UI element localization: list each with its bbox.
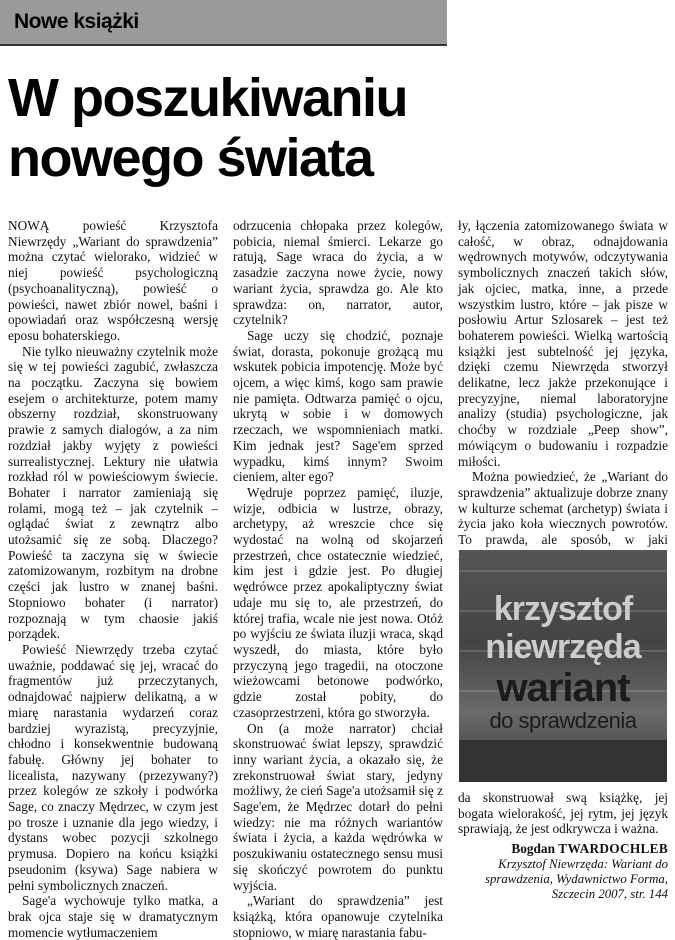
cover-author-last: niewrzęda — [485, 628, 641, 666]
cover-title: wariant — [496, 666, 630, 710]
paragraph: odrzucenia chłopaka przez kolegów, pobicia, niemal śmierci. Lekarze go ratują, Sage wraca do życia, a w zasadzie zaczyna nowe życie, nowy wariant życia, sprawdza go. Ale kto sprawdza: on, narrator, autor, czytelnik? — [233, 218, 443, 328]
headline-line-2: nowego świata — [8, 128, 373, 188]
article-column-3-continued — [458, 790, 668, 902]
article-column-2 — [233, 218, 443, 940]
headline-line-1: W poszukiwaniu — [8, 68, 408, 128]
article-column-1 — [8, 218, 218, 940]
paragraph: ły, łączenia zatomizowanego świata w całość, w obraz, odnajdowania wędrownych motywów, odczytywania symbolicznych znaczeń takich słów, jak ojciec, matka, inne, a przede wszystkim lustro, które – jak pisze w posłowiu Artur Szlosarek – jest też bohaterem powieści. Wielką wartością książki jest subtelność jej języka, dzięki czemu Niewrzęda stworzył delikatne, lecz jakże przekonujące i precyzyjne, niemal laboratoryjne analizy (studia) psychologiczne, jak choćby w rozdziale „Peep show”, mówiącym o budowaniu i rozpadzie miłości. — [458, 218, 668, 469]
paragraph: Sage uczy się chodzić, poznaje świat, dorasta, pokonuje grożącą mu wskutek pobicia impotencję. Może być ojcem, a więc kimś, kogo sam prawie nie pamięta. Odtwarza pamięć o ojcu, ukrytą w sobie i w domowych rzeczach, we wspomnieniach matki. Kim jednak jest? Sage'em sprzed wypadku, kimś innym? Swoim cieniem, alter ego? — [233, 327, 443, 485]
book-source-note: Krzysztof Niewrzęda: Wariant do sprawdzenia, Wydawnictwo Forma, Szczecin 2007, str. 144 — [485, 856, 668, 901]
paragraph: „Wariant do sprawdzenia” jest książką, która opanowuje czytelnika stopniowo, w miarę narastania fabu- — [233, 893, 443, 940]
paragraph: Wędruje poprzez pamięć, iluzje, wizje, odbicia w lustrze, obrazy, archetypy, aż wreszcie chce się wydostać na wolną od skojarzeń przestrzeń, chce ostatecznie wiedzieć, kim jest i gdzie jest. Po długiej wędrówce przez apokaliptyczny świat udaje mu się to, ale przestrzeń, do której trafia, wcale nie jest nowa. Otóż po wyjściu ze świata iluzji wraca, skąd wyszedł, do miasta, które było przyczyną jego tragedii, na otoczone wieżowcami betonowe podwórko, gdzie został pobity, do czasoprzestrzeni, która go stworzyła. — [233, 484, 443, 720]
paragraph: Sage'a wychowuje tylko matka, a brak ojca staje się w dramatycznym momencie wytłumaczeniem — [8, 893, 218, 940]
book-cover-image — [459, 550, 667, 782]
paragraph: da skonstruował swą książkę, jej bogata wielorakość, jej rytm, jej język sprawiają, że jest odkrywcza i ważna. — [458, 790, 668, 837]
article-headline — [8, 68, 668, 188]
paragraph: Powieść Niewrzędy trzeba czytać uważnie, poddawać się jej, wracać do fragmentów już przeczytanych, odnajdować najpierw delikatną, a w miarę narastania wydarzeń coraz bardziej wyrazistą, precyzyjnie, chłodno i konsekwentnie budowaną fabułę. Główny jej bohater to licealista, nazywany (przezywany?) przez kolegów ze szkoły i podwórka Sage, co znaczy Mędrzec, w czym jest po trosze i uznanie dla jego wiedzy, i dystans wobec pozycji szkolnego prymusa. Dopiero na końcu książki pseudonim (ksywa) Sage nabiera w pełni symbolicznych znaczeń. — [8, 641, 218, 893]
author-surname: TWARDOCHLEB — [558, 841, 668, 857]
section-label — [0, 0, 447, 46]
cover-subtitle: do sprawdzenia — [489, 708, 637, 733]
section-label-text: Nowe książki — [14, 10, 139, 33]
article-column-3 — [458, 218, 668, 563]
paragraph: NOWĄ powieść Krzysztofa Niewrzędy „Wariant do sprawdzenia” można czytać wielorako, widzieć w niej powieść psychologiczną (psychoanalityczną), powieść o powieści, nawet zbiór nowel, baśni i opowiadań oraz współczesną wersję eposu bohaterskiego. — [8, 218, 218, 343]
cover-author-first: krzysztof — [493, 590, 633, 628]
paragraph: Nie tylko nieuważny czytelnik może się w tej powieści zagubić, zwłaszcza na początku. Zaczyna się bowiem esejem o architekturze, potem mamy obszerny rozdział, skonstruowany prawie z samych dialogów, a za nim rozdział jakby wyjęty z powieści surrealistycznej. Lektury nie ułatwia rozkład ról w powieściowym świecie. Bohater i narrator zamieniają się rolami, mogą też – jak czytelnik – oglądać świat z zewnątrz albo utożsamić się ze sobą. Dlaczego? Powieść ta zaczyna się w świecie zatomizowanym, rozbitym na drobne części jak lustro w znanej baśni. Stopniowo bohater (i narrator) rozpoznają w tym chaosie jakiś porządek. — [8, 343, 218, 642]
paragraph: Można powiedzieć, że „Wariant do sprawdzenia” aktualizuje dobrze znany w kulturze schemat (archetyp) świata i życia jako koła wiecznych powrotów. To prawda, ale sposób, w jaki — [458, 469, 668, 548]
author-first-name: Bogdan — [511, 841, 555, 857]
cover-photo — [459, 740, 667, 782]
paragraph: On (a może narrator) chciał skonstruować świat lepszy, sprawdzić inny wariant życia, a okazało się, że zrekonstruował świat stary, jedyny możliwy, że cień Sage'a utożsamił się z Sage'em, że Mędrzec dotarł do pełni wiedzy: nie ma różnych wariantów świata i życia, a każda wędrówka w poszukiwaniu ostatecznego sensu musi się skończyć powrotem do punktu wyjścia. — [233, 720, 443, 893]
author-byline — [458, 841, 668, 857]
